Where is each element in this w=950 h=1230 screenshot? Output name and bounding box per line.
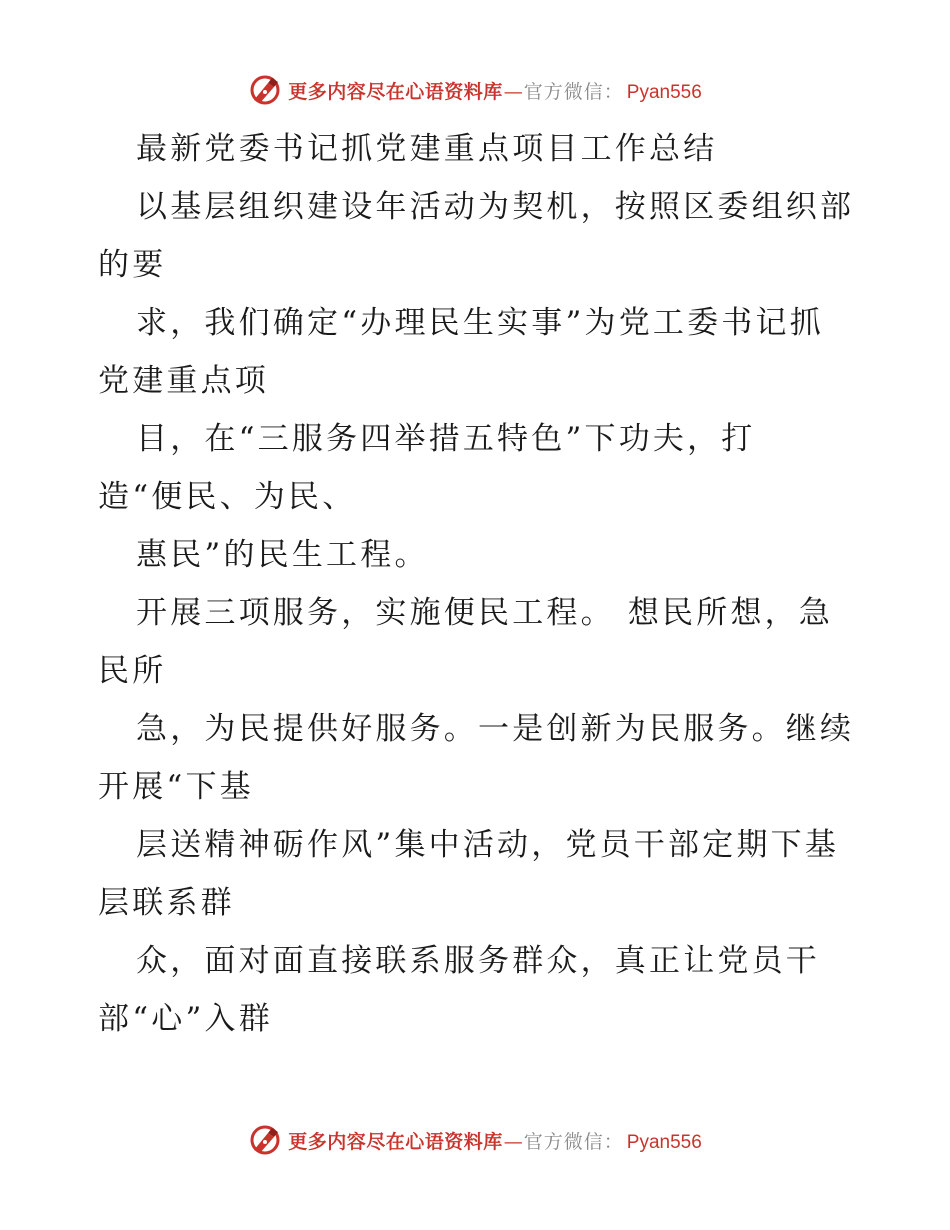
document-line: 部“心”入群 bbox=[98, 1001, 273, 1037]
document-line: 党建重点项 bbox=[98, 363, 269, 399]
banner-separator: ： bbox=[603, 80, 623, 103]
document-line: 民所 bbox=[98, 653, 167, 689]
pen-nib-logo-icon bbox=[248, 1123, 282, 1157]
banner-wechat-id: Pyan556 bbox=[626, 1131, 702, 1153]
header-banner-text bbox=[288, 77, 702, 104]
document-line: 层联系群 bbox=[98, 885, 235, 921]
document-line: 惠民”的民生工程。 bbox=[136, 537, 429, 573]
document-title: 最新党委书记抓党建重点项目工作总结 bbox=[136, 131, 718, 167]
banner-wechat-label: 官方微信 bbox=[523, 1130, 604, 1153]
banner-main-text: 更多内容尽在心语资料库 bbox=[288, 80, 503, 103]
footer-banner bbox=[0, 1120, 950, 1160]
document-line: 众，面对面直接联系服务群众，真正让党员干 bbox=[136, 943, 820, 979]
header-banner bbox=[0, 70, 950, 110]
banner-wechat-label: 官方微信 bbox=[523, 80, 604, 103]
banner-dash: — bbox=[503, 1130, 523, 1153]
document-line: 开展“下基 bbox=[98, 769, 254, 805]
footer-banner-text bbox=[288, 1127, 702, 1154]
document-line: 的要 bbox=[98, 247, 167, 283]
document-body bbox=[98, 120, 858, 1048]
banner-dash: — bbox=[503, 80, 523, 103]
document-line: 造“便民、为民、 bbox=[98, 479, 357, 515]
document-line: 层送精神砺作风”集中活动，党员干部定期下基 bbox=[136, 827, 840, 863]
banner-wechat-id: Pyan556 bbox=[626, 81, 702, 103]
banner-main-text: 更多内容尽在心语资料库 bbox=[288, 1130, 503, 1153]
document-line: 以基层组织建设年活动为契机，按照区委组织部 bbox=[136, 189, 855, 225]
pen-nib-logo-icon bbox=[248, 73, 282, 107]
banner-separator: ： bbox=[603, 1130, 623, 1153]
document-line: 目，在“三服务四举措五特色”下功夫，打 bbox=[136, 421, 756, 457]
document-line: 开展三项服务，实施便民工程。 想民所想，急 bbox=[136, 595, 834, 631]
document-line: 求，我们确定“办理民生实事”为党工委书记抓 bbox=[136, 305, 824, 341]
document-line: 急，为民提供好服务。一是创新为民服务。继续 bbox=[136, 711, 855, 747]
